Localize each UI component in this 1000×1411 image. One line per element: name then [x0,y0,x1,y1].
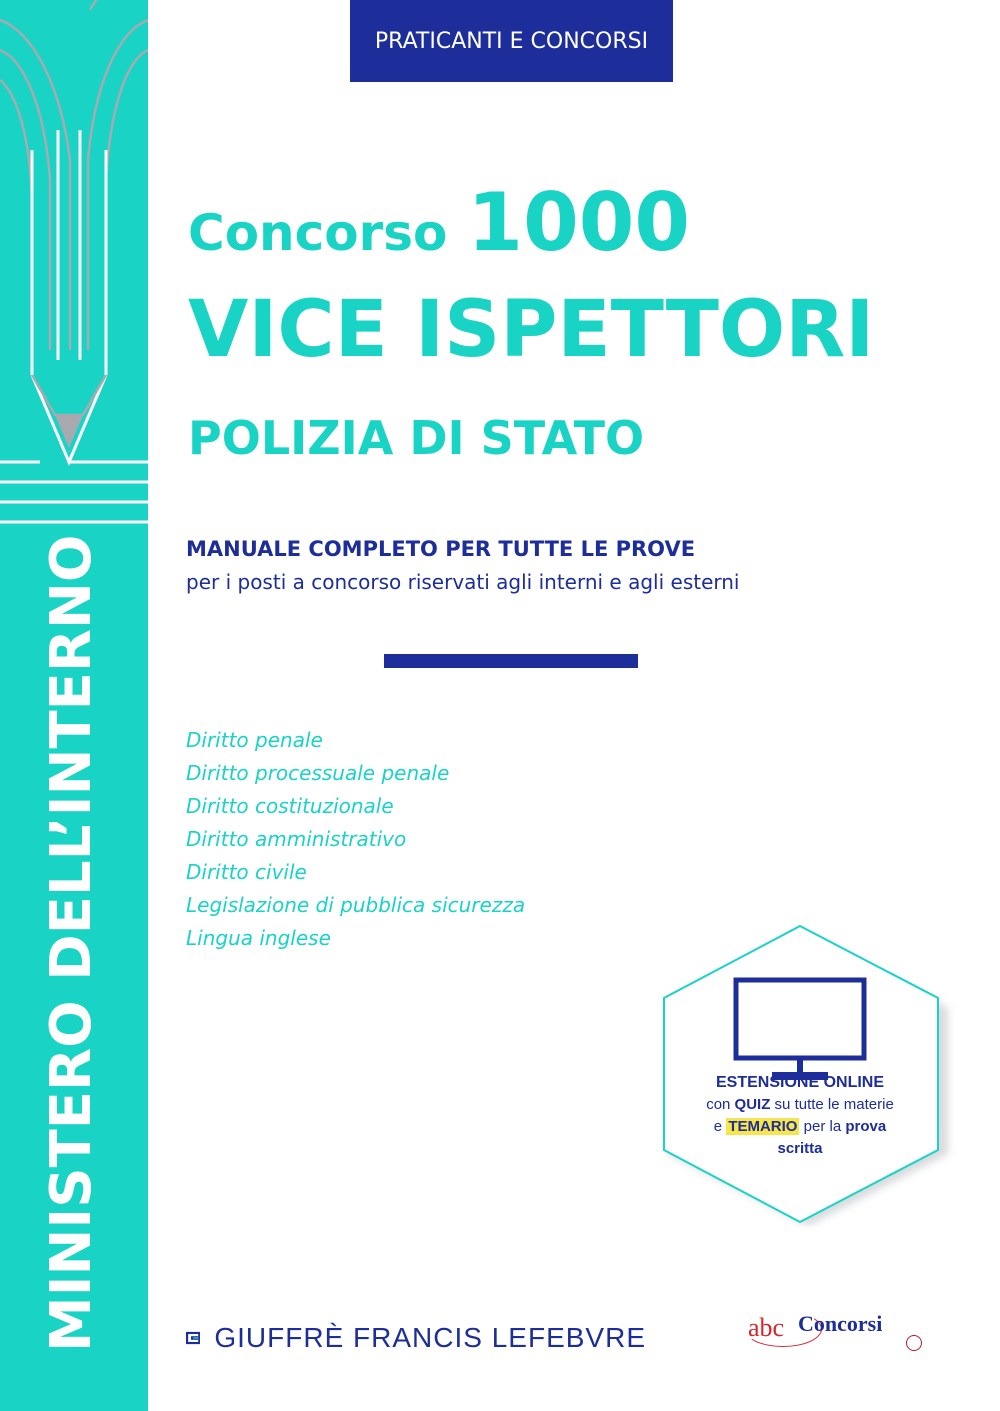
publisher-logo [186,1318,646,1358]
subject-item: Legislazione di pubblica sicurezza [186,893,526,917]
subtitle-scope: per i posti a concorso riservati agli interni e agli esterni [186,570,740,594]
online-line-quiz [660,1094,940,1116]
online-text-block [660,1072,940,1160]
online-text-part: e [713,1118,727,1135]
title-line-1 [188,176,888,268]
online-temario-word: TEMARIO [728,1118,798,1135]
online-scritta-word: scritta [777,1140,823,1157]
subject-item: Lingua inglese [186,926,331,950]
title-word: Concorso [188,204,448,262]
online-line-temario [660,1116,940,1138]
subject-item: Diritto costituzionale [186,794,394,818]
ministry-vertical-title: MINISTERO DELL’INTERNO [39,534,104,1352]
title-main: VICE ISPETTORI [188,285,875,375]
pencil-illustration [0,0,148,530]
title-sub: POLIZIA DI STATO [188,411,645,465]
subject-item: Diritto processuale penale [186,761,450,785]
online-extension-badge [660,922,960,1227]
online-text-part: per la [799,1118,846,1135]
seal-icon [906,1335,922,1351]
online-prova-word: prova [845,1118,887,1135]
publisher-name: GIUFFRÈ FRANCIS LEFEBVRE [214,1322,646,1353]
divider-bar [384,654,638,668]
online-text-part: con [706,1096,735,1113]
series-label: PRATICANTI E CONCORSI [350,0,673,82]
abc-text: abc [748,1313,785,1342]
online-text-part: su tutte le materie [770,1096,894,1113]
subject-item: Diritto penale [186,728,323,752]
online-heading: ESTENSIONE ONLINE [715,1074,885,1091]
spine-band [0,0,148,1411]
abc-concorsi-logo [748,1307,958,1347]
title-number: 1000 [467,176,691,269]
online-line-scritta [660,1138,940,1160]
online-quiz-word: QUIZ [734,1096,771,1113]
concorsi-text: Concorsi [798,1311,883,1336]
subject-item: Diritto civile [186,860,307,884]
publisher-mark-icon [186,1321,200,1355]
subjects-list [186,724,686,955]
subject-item: Diritto amministrativo [186,827,407,851]
subtitle-manual: MANUALE COMPLETO PER TUTTE LE PROVE [186,537,696,561]
